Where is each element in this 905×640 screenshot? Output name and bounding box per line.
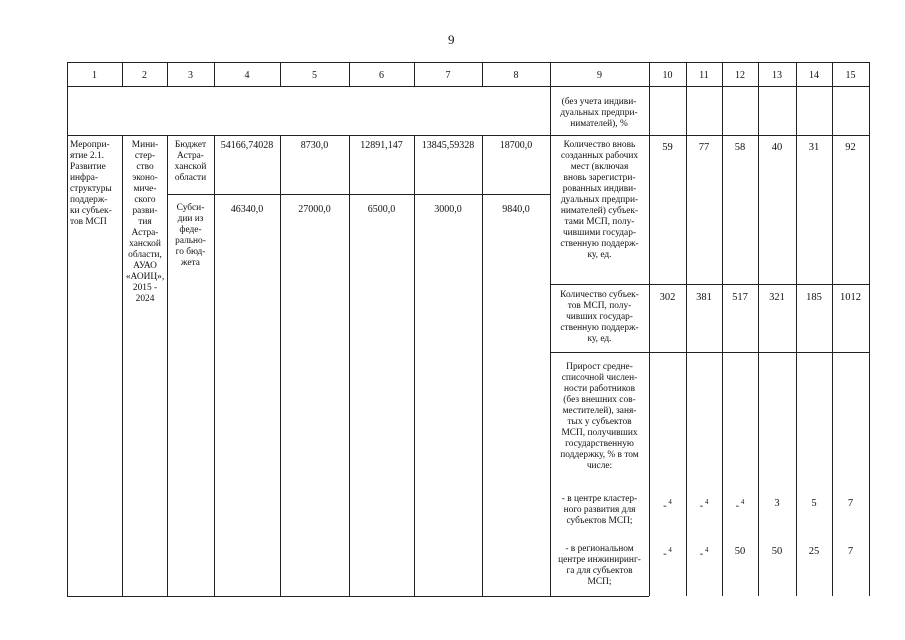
header-cell: 7 — [445, 70, 451, 81]
indicator-value: 40 — [771, 142, 783, 153]
indicator-value: - $^4$ — [663, 498, 672, 512]
header-cell: 8 — [513, 70, 519, 81]
indicator-value: 50 — [771, 546, 783, 557]
header-cell: 6 — [379, 70, 384, 81]
funding-amount: 13845,59328 — [421, 140, 475, 151]
indicator-text: Количество субъек- тов МСП, полу- чивших государ- ственную поддерж- ку, ед. — [560, 290, 639, 344]
indicator-value: 92 — [845, 142, 856, 153]
header-cell: 2 — [142, 70, 147, 81]
executor: Мини- стер- ство эконо- миче- ского разви- тия Астра- ханской области, АУАО «АОИЦ», 2015 - 2024 — [125, 140, 165, 304]
indicator-value: - $^4$ — [699, 498, 709, 512]
funding-amount: 54166,74028 — [220, 140, 274, 151]
header-cell: 11 — [699, 70, 709, 81]
footnote-mark: 4 — [703, 498, 709, 506]
indicator-text: Количество вновь созданных рабочих мест (включая вновь зарегистри- рованных индиви- дуальных предпри- нимателей) субъек- тами МСП, полу- чившими государ- ственную поддерж- ку, ед. — [560, 140, 639, 260]
footnote-mark: 4 — [739, 498, 745, 506]
indicator-value: 25 — [808, 546, 820, 557]
header-cell: 9 — [597, 70, 602, 81]
indicator-value: 50 — [734, 546, 746, 557]
funding-source-regional: Бюджет Астра- ханской области — [174, 140, 207, 183]
funding-amount: 3000,0 — [434, 204, 462, 215]
indicator-text: - в региональном центре инжиниринг- га для субъектов МСП; — [558, 544, 641, 587]
indicator-value: 302 — [659, 292, 676, 303]
indicator-value: 517 — [732, 292, 748, 303]
footnote-mark: 4 — [666, 498, 672, 506]
funding-amount: 6500,0 — [367, 204, 396, 215]
header-cell: 5 — [312, 70, 317, 81]
indicator-value: 7 — [847, 546, 854, 557]
funding-amount: 8730,0 — [300, 140, 329, 151]
header-cell: 14 — [809, 70, 819, 81]
indicator-value: 58 — [734, 142, 746, 153]
funding-amount: 18700,0 — [499, 140, 533, 151]
header-cell: 1 — [92, 70, 97, 81]
header-cell: 3 — [188, 70, 193, 81]
funding-amount: 46340,0 — [230, 204, 264, 215]
header-cell: 12 — [735, 70, 745, 81]
grid-line — [67, 135, 870, 136]
indicator-value: 321 — [769, 292, 785, 303]
header-cell: 4 — [244, 70, 250, 81]
indicator-value: 3 — [774, 498, 780, 509]
funding-amount: 9840,0 — [502, 204, 530, 215]
grid-line — [550, 284, 870, 285]
grid-line — [67, 596, 649, 597]
funding-amount: 12891,147 — [360, 140, 403, 151]
indicator-value: 77 — [698, 142, 710, 153]
indicator-value: 7 — [847, 498, 854, 509]
footnote-mark: 4 — [666, 546, 672, 554]
page-number: 9 — [448, 32, 455, 47]
indicator-value: 185 — [806, 292, 822, 303]
indicator-value: 381 — [696, 292, 712, 303]
header-cell: 13 — [772, 70, 782, 81]
funding-source-federal: Субси- дии из феде- рально- го бюд- жета — [175, 203, 206, 268]
indicator-value: 31 — [808, 142, 820, 153]
indicator-text: Прирост средне- списочной числен- ности работников (без внешних сов- местителей), заня- тых у субъектов МСП, получивших государственную поддержку, % в том числе: — [560, 362, 639, 471]
grid-line — [67, 62, 870, 63]
grid-line — [869, 62, 870, 596]
measure-name: Меропри- ятие 2.1. Развитие инфра- структуры поддерж- ки субъек- тов МСП — [70, 140, 112, 227]
continued-indicator-text: (без учета индиви- дуальных предпри- нимателей), % — [560, 97, 638, 129]
indicator-value: - $^4$ — [735, 498, 745, 512]
indicator-value: - $^4$ — [663, 546, 672, 560]
footnote-mark: 4 — [703, 546, 709, 554]
indicator-value: - $^4$ — [699, 546, 709, 560]
grid-line — [67, 62, 68, 596]
indicator-value: 1012 — [840, 292, 861, 303]
indicator-text: - в центре кластер- ного развития для субъектов МСП; — [561, 494, 638, 526]
grid-line — [550, 352, 870, 353]
grid-line — [167, 194, 550, 195]
funding-amount: 27000,0 — [298, 204, 331, 215]
header-cell: 15 — [845, 70, 856, 81]
indicator-value: 5 — [811, 498, 817, 509]
grid-line — [67, 86, 870, 87]
header-cell: 10 — [662, 70, 673, 81]
indicator-value: 59 — [662, 142, 673, 153]
